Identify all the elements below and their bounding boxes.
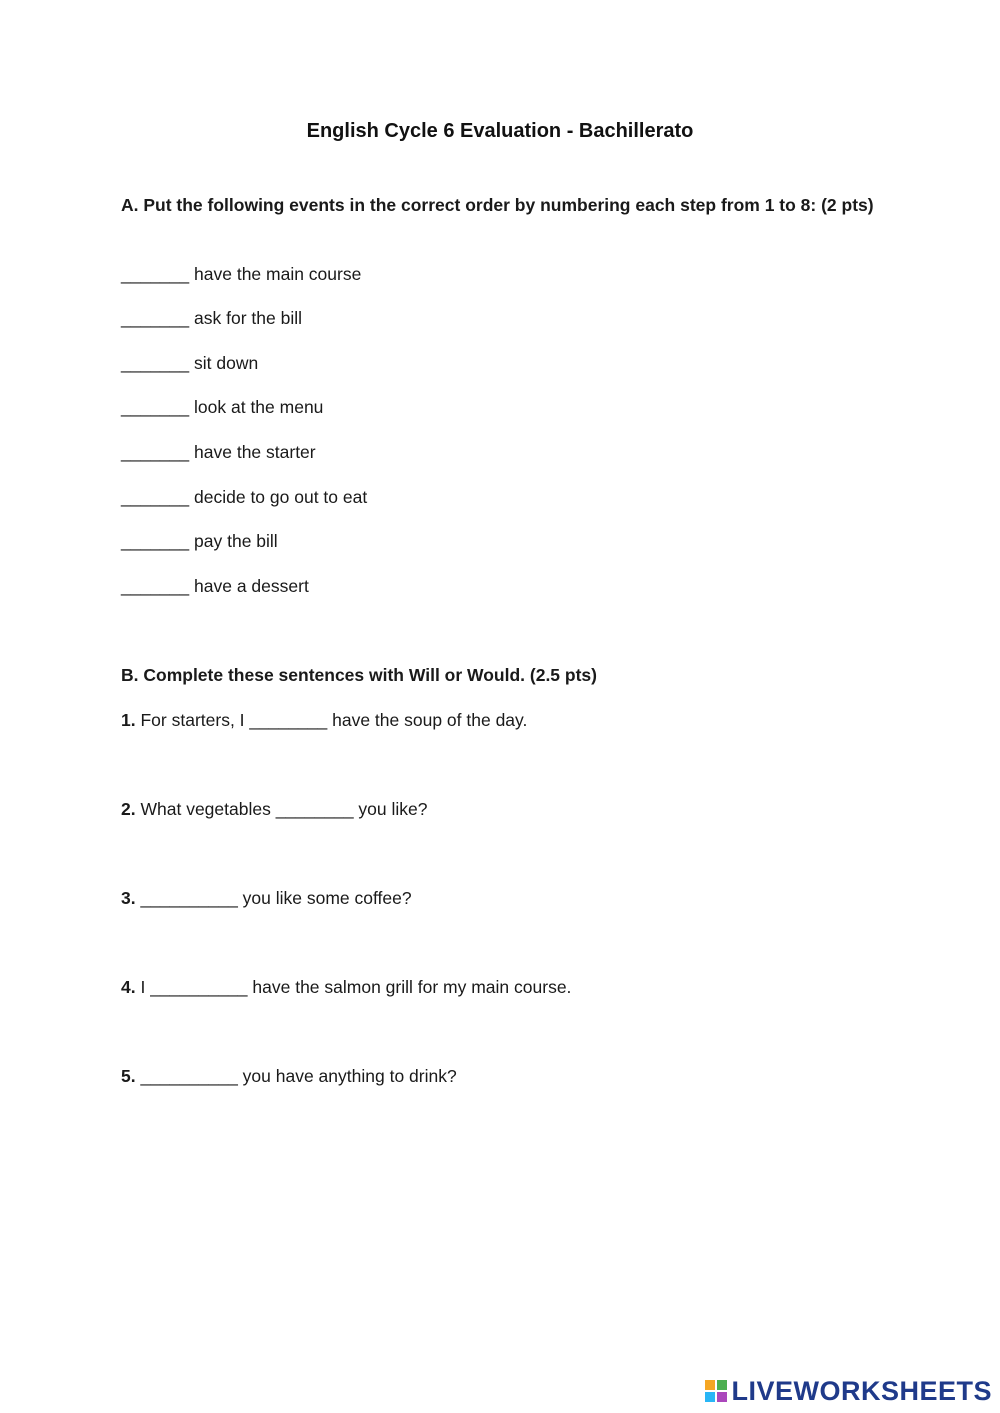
section-a-heading: A. Put the following events in the correct order by numbering each step from 1 to 8: (2 pts) — [121, 195, 874, 215]
ordering-blank[interactable]: _______ — [121, 353, 190, 373]
sentence-text: For starters, I ________ have the soup of the day. — [140, 710, 528, 730]
sentence-number: 1. — [121, 710, 136, 730]
sentence-text: I __________ have the salmon grill for my main course. — [140, 977, 572, 997]
ordering-item — [121, 574, 309, 598]
sentence-item[interactable] — [121, 886, 412, 910]
sentence-text: __________ you have anything to drink? — [140, 1066, 457, 1086]
ordering-item — [121, 351, 258, 375]
ordering-blank[interactable]: _______ — [121, 487, 190, 507]
ordering-item-text: pay the bill — [194, 531, 278, 551]
ordering-blank[interactable]: _______ — [121, 576, 190, 596]
sentence-text: __________ you like some coffee? — [140, 888, 412, 908]
ordering-item — [121, 306, 302, 330]
sentence-text: What vegetables ________ you like? — [140, 799, 428, 819]
sentence-item[interactable] — [121, 975, 571, 999]
logo-square — [705, 1380, 715, 1390]
ordering-item-text: decide to go out to eat — [194, 487, 368, 507]
worksheet-title: English Cycle 6 Evaluation - Bachillerato — [306, 120, 694, 142]
ordering-item-text: sit down — [194, 353, 259, 373]
logo-text: LIVEWORKSHEETS — [731, 1375, 992, 1406]
ordering-item-text: have the main course — [194, 264, 362, 284]
ordering-item — [121, 395, 323, 419]
sentence-item[interactable] — [121, 1064, 457, 1088]
logo-square — [717, 1380, 727, 1390]
sentence-number: 4. — [121, 977, 136, 997]
logo-mark-icon — [705, 1380, 727, 1402]
ordering-item-text: ask for the bill — [194, 308, 302, 328]
ordering-item-text: have a dessert — [194, 576, 309, 596]
sentence-item[interactable] — [121, 797, 428, 821]
liveworksheets-logo[interactable] — [705, 1375, 992, 1407]
sentence-number: 5. — [121, 1066, 136, 1086]
logo-square — [717, 1392, 727, 1402]
sentence-number: 3. — [121, 888, 136, 908]
ordering-blank[interactable]: _______ — [121, 264, 190, 284]
ordering-item — [121, 440, 316, 464]
ordering-item — [121, 262, 361, 286]
ordering-blank[interactable]: _______ — [121, 397, 190, 417]
ordering-blank[interactable]: _______ — [121, 308, 190, 328]
ordering-blank[interactable]: _______ — [121, 531, 190, 551]
logo-square — [705, 1392, 715, 1402]
ordering-item — [121, 485, 367, 509]
ordering-item — [121, 529, 278, 553]
ordering-blank[interactable]: _______ — [121, 442, 190, 462]
ordering-item-text: have the starter — [194, 442, 316, 462]
sentence-item[interactable] — [121, 708, 527, 732]
sentence-number: 2. — [121, 799, 136, 819]
section-b-heading: B. Complete these sentences with Will or Would. (2.5 pts) — [121, 665, 597, 685]
ordering-item-text: look at the menu — [194, 397, 324, 417]
